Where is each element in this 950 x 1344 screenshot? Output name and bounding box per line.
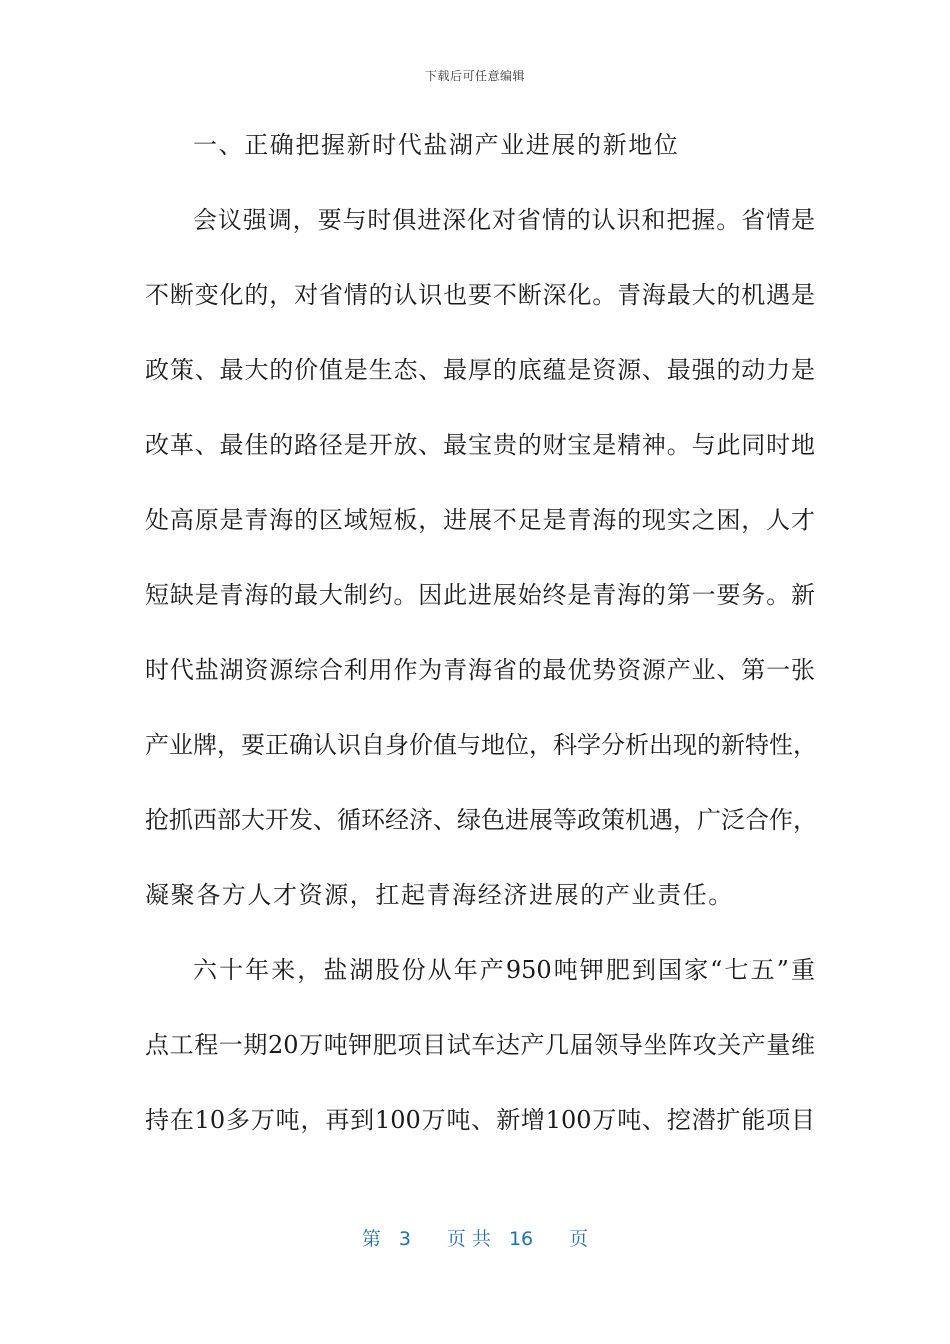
paragraph-line: 点工程一期20万吨钾肥项目试车达产几届领导坐阵攻关产量维 bbox=[145, 1031, 815, 1059]
footer-prefix: 第 bbox=[361, 1228, 381, 1250]
paragraph-line: 改革、最佳的路径是开放、最宝贵的财宝是精神。与此同时地 bbox=[145, 431, 815, 459]
total-page-count: 16 bbox=[508, 1228, 534, 1250]
paragraph-line: 持在10多万吨，再到100万吨、新增100万吨、挖潜扩能项目 bbox=[145, 1106, 815, 1134]
page-footer bbox=[0, 1224, 950, 1251]
paragraph-line: 处高原是青海的区域短板，进展不足是青海的现实之困，人才 bbox=[145, 506, 815, 534]
paragraph-line: 短缺是青海的最大制约。因此进展始终是青海的第一要务。新 bbox=[145, 581, 815, 609]
footer-suffix: 页 bbox=[569, 1228, 589, 1250]
paragraph-line: 六十年来，盐湖股份从年产950吨钾肥到国家“七五”重 bbox=[193, 956, 815, 984]
paragraph-line: 不断变化的，对省情的认识也要不断深化。青海最大的机遇是 bbox=[145, 281, 815, 309]
paragraph-line: 产业牌，要正确认识自身价值与地位，科学分析出现的新特性， bbox=[145, 731, 817, 759]
paragraph-line: 会议强调，要与时俱进深化对省情的认识和把握。省情是 bbox=[193, 206, 815, 234]
paragraph-line: 凝聚各方人才资源，扛起青海经济进展的产业责任。 bbox=[145, 881, 734, 909]
paragraph-line: 抢抓西部大开发、循环经济、绿色进展等政策机遇，广泛合作， bbox=[145, 806, 817, 834]
section-heading: 一、正确把握新时代盐湖产业进展的新地位 bbox=[193, 131, 680, 159]
paragraph-line: 时代盐湖资源综合利用作为青海省的最优势资源产业、第一张 bbox=[145, 656, 815, 684]
footer-middle: 页 共 bbox=[446, 1228, 491, 1250]
current-page-number: 3 bbox=[398, 1228, 411, 1250]
paragraph-line: 政策、最大的价值是生态、最厚的底蕴是资源、最强的动力是 bbox=[145, 356, 815, 384]
page-header-note: 下载后可任意编辑 bbox=[424, 69, 525, 83]
